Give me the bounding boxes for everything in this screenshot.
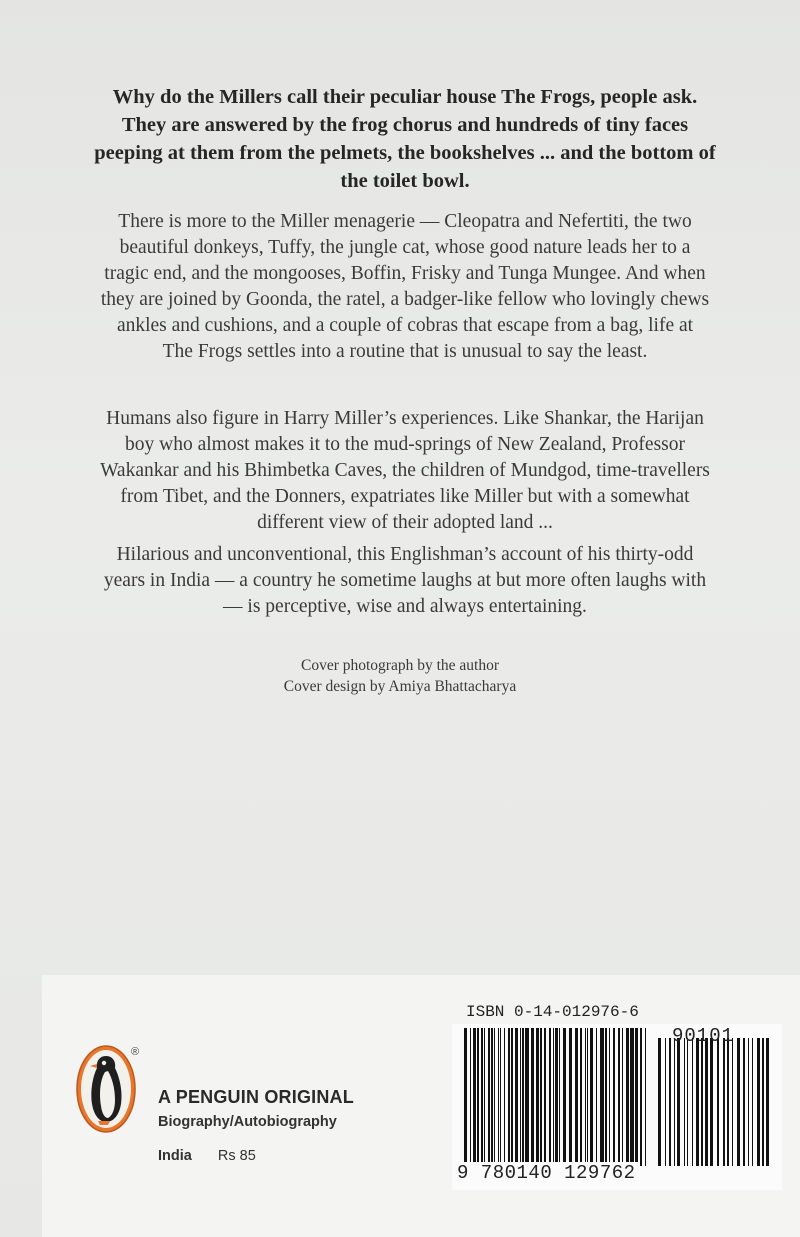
addon-bar	[669, 1038, 671, 1166]
barcode-bar	[587, 1028, 588, 1166]
barcode-bar	[491, 1028, 493, 1166]
region-label: India	[158, 1148, 192, 1164]
barcode-bar	[600, 1028, 604, 1166]
barcode-bar	[470, 1028, 471, 1166]
barcode-bar	[613, 1028, 615, 1166]
addon-bar	[748, 1038, 749, 1166]
barcode-bar	[498, 1028, 499, 1166]
barcode-bar	[559, 1028, 560, 1166]
addon-bar	[743, 1038, 745, 1166]
barcode-bar	[563, 1028, 566, 1166]
addon-bar	[677, 1038, 680, 1166]
barcode-bar	[511, 1028, 513, 1166]
ean-digits: 9 780140 129762	[454, 1162, 639, 1184]
blurb-paragraph-summary: Hilarious and unconventional, this Englishman’s account of his thirty-odd years in India — a country he sometime laughs at but more often laughs with — is perceptive, wise and always entertaining.	[103, 544, 707, 617]
barcode-bar	[522, 1028, 524, 1166]
barcode-bar	[630, 1028, 634, 1166]
barcode-bar	[555, 1028, 558, 1166]
barcode-bar	[580, 1028, 582, 1166]
addon-bar	[684, 1038, 685, 1166]
barcode-bar	[477, 1028, 479, 1166]
barcode-bar	[605, 1028, 607, 1166]
barcode-bar	[531, 1028, 534, 1166]
addon-bar	[727, 1038, 729, 1166]
barcode-bar	[575, 1028, 578, 1166]
barcode-bar	[508, 1028, 510, 1166]
barcode-bar	[525, 1028, 529, 1166]
barcode-bar	[549, 1028, 551, 1166]
barcode-bar	[622, 1028, 623, 1166]
barcode-bar	[484, 1028, 485, 1166]
barcode-bar	[590, 1028, 593, 1166]
barcode-bar	[635, 1028, 638, 1166]
blurb-paragraph-humans: Humans also figure in Harry Miller’s experiences. Like Shankar, the Harijan boy who almost makes it to the mud-springs of New Zealand, Professor Wakankar and his Bhimbetka Caves, the children of Mundgod, time-travellers from Tibet, and the Donners, expatriates like Miller but with a somewhat different view of their adopted land ...	[100, 408, 710, 533]
addon-bar	[723, 1038, 725, 1166]
addon-bar	[665, 1038, 666, 1166]
addon-bar	[674, 1038, 675, 1166]
barcode-bar	[473, 1028, 476, 1166]
addon-bar	[687, 1038, 688, 1166]
addon-bar	[696, 1038, 699, 1166]
barcode-bar	[481, 1028, 483, 1166]
barcode-bar	[596, 1028, 597, 1166]
penguin-logo-icon	[75, 1044, 140, 1134]
addon-bar	[692, 1038, 693, 1166]
addon-bar	[732, 1038, 733, 1166]
addon-bar	[658, 1038, 661, 1166]
barcode-bar	[515, 1028, 518, 1166]
addon-bar	[766, 1038, 769, 1166]
barcode-bar	[494, 1028, 495, 1166]
price-label: Rs 85	[217, 1148, 256, 1164]
barcode-bar	[500, 1028, 501, 1166]
addon-bar	[717, 1038, 719, 1166]
addon-bar	[710, 1038, 713, 1166]
barcode-bar	[464, 1028, 467, 1166]
barcode-bar	[640, 1028, 642, 1166]
barcode-bar	[504, 1028, 505, 1166]
photo-credit: Cover photograph by the author	[300, 657, 499, 674]
book-category: Biography/Autobiography	[158, 1114, 337, 1130]
barcode-bar	[488, 1028, 490, 1166]
ean-barcode	[462, 1028, 652, 1166]
barcode-bar	[618, 1028, 620, 1166]
barcode-bar	[585, 1028, 586, 1166]
registered-mark: ®	[131, 1046, 140, 1058]
addon-bar	[757, 1038, 760, 1166]
barcode-bar	[645, 1028, 646, 1166]
barcode-bar	[520, 1028, 521, 1166]
barcode-bar	[544, 1028, 546, 1166]
addon-bar	[705, 1038, 708, 1166]
barcode-bar	[609, 1028, 610, 1166]
barcode-bar	[540, 1028, 542, 1166]
barcode-bar	[569, 1028, 572, 1166]
blurb-paragraph-menagerie: There is more to the Miller menagerie — Cleopatra and Nefertiti, the two beautiful donkeys, Tuffy, the jungle cat, whose good nature leads her to a tragic end, and the mongooses, Boffin, Frisky and Tunga Mungee. And when they are joined by Goonda, the ratel, a badger-like fellow who lovingly chews ankles and cushions, and a couple of cobras that escape from a bag, life at The Frogs settles into a routine that is unusual to say the least.	[100, 211, 710, 362]
price-row	[158, 1148, 256, 1164]
addon-bar	[752, 1038, 753, 1166]
addon-bar	[762, 1038, 764, 1166]
addon-barcode	[656, 1038, 772, 1166]
design-credit: Cover design by Amiya Bhattacharya	[283, 678, 517, 695]
publisher-line: A PENGUIN ORIGINAL	[158, 1087, 354, 1107]
barcode-bar	[626, 1028, 629, 1166]
addon-bar	[737, 1038, 740, 1166]
cover-credits	[200, 655, 600, 697]
barcode-bar	[536, 1028, 539, 1166]
barcode-bar	[553, 1028, 554, 1166]
isbn-number: ISBN 0-14-012976-6	[466, 1003, 639, 1021]
blurb-lead: Why do the Millers call their peculiar house The Frogs, people ask. They are answered by the frog chorus and hundreds of tiny faces peeping at them from the pelmets, the bookshelves ... and the bottom of the toilet bowl.	[94, 86, 716, 192]
addon-digits: 90101	[672, 1025, 735, 1047]
addon-bar	[701, 1038, 703, 1166]
